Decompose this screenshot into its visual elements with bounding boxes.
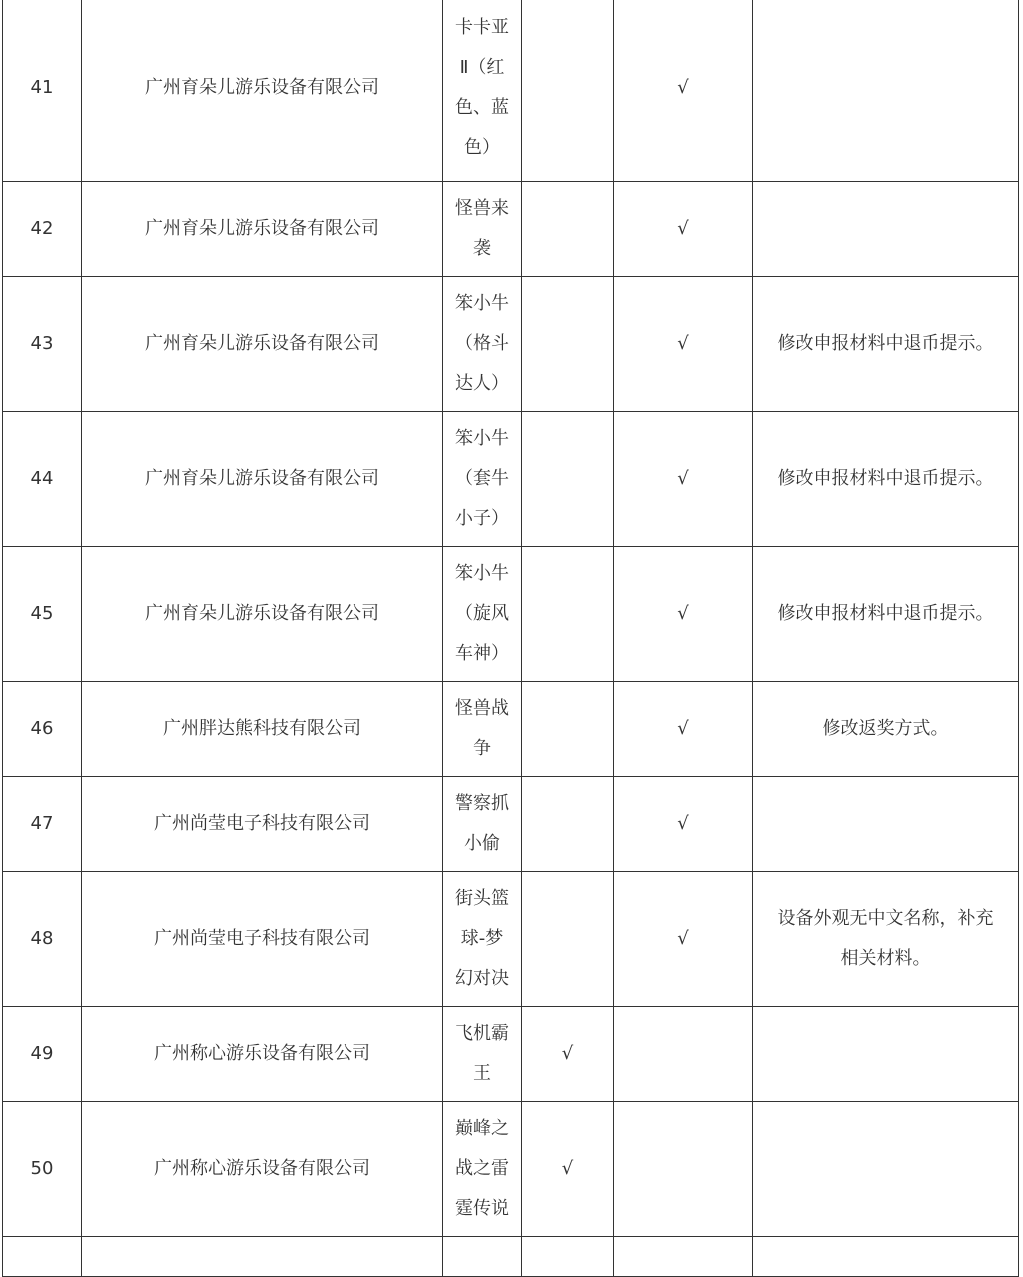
company-name: 广州育朵儿游乐设备有限公司 bbox=[82, 412, 443, 547]
company-name: 广州育朵儿游乐设备有限公司 bbox=[82, 0, 443, 182]
check-col-a: √ bbox=[522, 1007, 614, 1102]
game-name: 笨小牛（格斗达人） bbox=[443, 277, 522, 412]
game-name: 警察抓小偷 bbox=[443, 777, 522, 872]
check-col-b: √ bbox=[614, 682, 753, 777]
company-name: 广州尚莹电子科技有限公司 bbox=[82, 872, 443, 1007]
game-name: 卡卡亚Ⅱ（红色、蓝色） bbox=[443, 0, 522, 182]
check-col-a bbox=[522, 0, 614, 182]
check-col-a bbox=[522, 682, 614, 777]
row-number: 46 bbox=[3, 682, 82, 777]
game-name: 街头篮球-梦幻对决 bbox=[443, 872, 522, 1007]
table-row bbox=[3, 0, 1019, 182]
row-number: 43 bbox=[3, 277, 82, 412]
note bbox=[753, 1007, 1019, 1102]
review-table bbox=[2, 0, 1019, 1277]
check-col-a bbox=[522, 277, 614, 412]
check-col-b bbox=[614, 1102, 753, 1237]
company-name: 广州育朵儿游乐设备有限公司 bbox=[82, 547, 443, 682]
note: 修改申报材料中退币提示。 bbox=[753, 547, 1019, 682]
check-col-b bbox=[614, 1007, 753, 1102]
check-col-a bbox=[522, 547, 614, 682]
game-name: 巅峰之战之雷霆传说 bbox=[443, 1102, 522, 1237]
check-col-b: √ bbox=[614, 0, 753, 182]
table-row bbox=[3, 872, 1019, 1007]
note: 设备外观无中文名称，补充相关材料。 bbox=[753, 872, 1019, 1007]
company-name: 广州育朵儿游乐设备有限公司 bbox=[82, 182, 443, 277]
note: 修改返奖方式。 bbox=[753, 682, 1019, 777]
game-name: 飞机霸王 bbox=[443, 1007, 522, 1102]
company-name: 广州胖达熊科技有限公司 bbox=[82, 682, 443, 777]
check-col-a: √ bbox=[522, 1102, 614, 1237]
company-name: 广州称心游乐设备有限公司 bbox=[82, 1007, 443, 1102]
check-col-a bbox=[522, 777, 614, 872]
check-col-b: √ bbox=[614, 777, 753, 872]
table-row bbox=[3, 1007, 1019, 1102]
row-number: 42 bbox=[3, 182, 82, 277]
check-col-b: √ bbox=[614, 412, 753, 547]
check-col-a bbox=[522, 872, 614, 1007]
game-name: 怪兽来袭 bbox=[443, 182, 522, 277]
row-number: 41 bbox=[3, 0, 82, 182]
table-row bbox=[3, 182, 1019, 277]
row-number: 49 bbox=[3, 1007, 82, 1102]
check-col-b: √ bbox=[614, 277, 753, 412]
row-number: 45 bbox=[3, 547, 82, 682]
note: 修改申报材料中退币提示。 bbox=[753, 412, 1019, 547]
row-number: 50 bbox=[3, 1102, 82, 1237]
table-row bbox=[3, 777, 1019, 872]
table-row bbox=[3, 1102, 1019, 1237]
company-name: 广州称心游乐设备有限公司 bbox=[82, 1102, 443, 1237]
company-name: 广州育朵儿游乐设备有限公司 bbox=[82, 277, 443, 412]
note bbox=[753, 1102, 1019, 1237]
game-name: 笨小牛（套牛小子） bbox=[443, 412, 522, 547]
row-number: 47 bbox=[3, 777, 82, 872]
row-number: 44 bbox=[3, 412, 82, 547]
check-col-a bbox=[522, 412, 614, 547]
note bbox=[753, 777, 1019, 872]
check-col-b: √ bbox=[614, 547, 753, 682]
note bbox=[753, 182, 1019, 277]
table-row bbox=[3, 412, 1019, 547]
company-name: 广州尚莹电子科技有限公司 bbox=[82, 777, 443, 872]
check-col-b: √ bbox=[614, 872, 753, 1007]
game-name: 怪兽战争 bbox=[443, 682, 522, 777]
table-row bbox=[3, 277, 1019, 412]
note bbox=[753, 0, 1019, 182]
check-col-b: √ bbox=[614, 182, 753, 277]
note: 修改申报材料中退币提示。 bbox=[753, 277, 1019, 412]
row-number: 48 bbox=[3, 872, 82, 1007]
check-col-a bbox=[522, 182, 614, 277]
table-row bbox=[3, 547, 1019, 682]
table-row bbox=[3, 682, 1019, 777]
game-name: 笨小牛（旋风车神） bbox=[443, 547, 522, 682]
